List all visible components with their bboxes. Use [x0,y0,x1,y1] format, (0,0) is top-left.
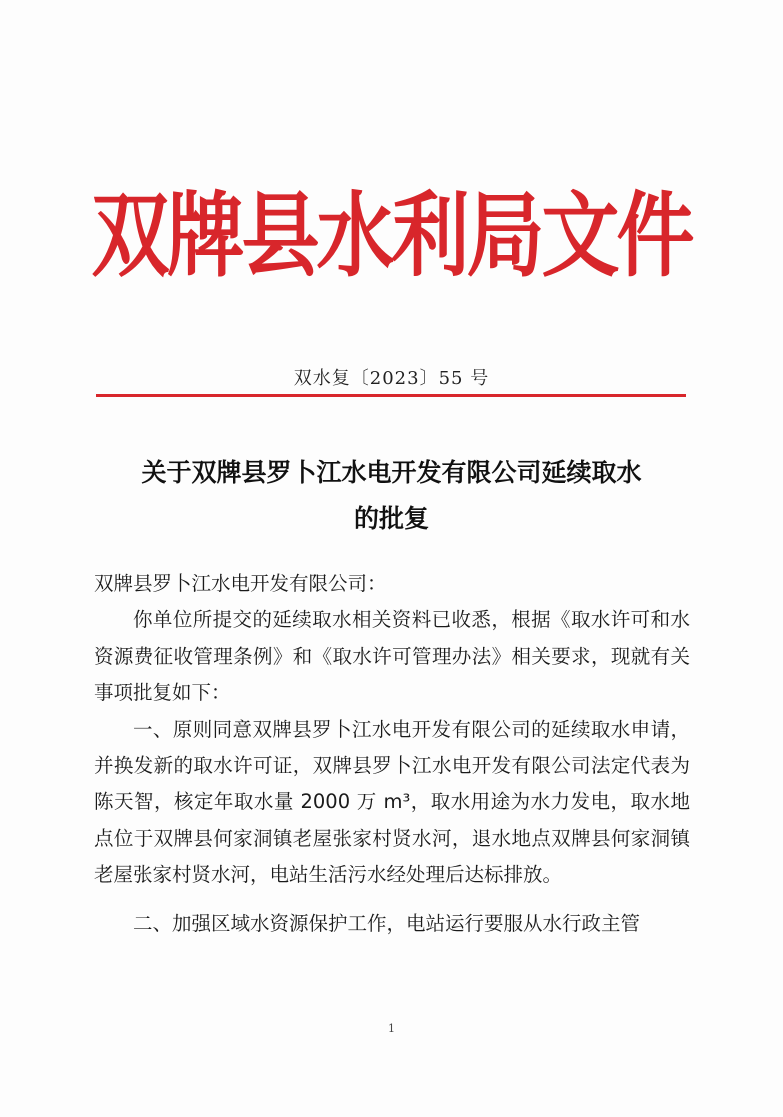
masthead-title: 双牌县水利局文件 [91,182,692,291]
document-body [94,566,690,942]
document-title [80,450,703,542]
red-divider-line [96,394,686,397]
page-number: 1 [388,1022,395,1035]
body-paragraph-intro: 你单位所提交的延续取水相关资料已收悉，根据《取水许可和水资源费征收管理条例》和《取水许可管理办法》相关要求，现就有关事项批复如下： [94,608,690,705]
document-title-line-2: 的批复 [353,504,429,533]
body-paragraph-item-2: 二、加强区域水资源保护工作，电站运行要服从水行政主管 [133,911,641,935]
document-number: 双水复〔2023〕55 号 [293,368,490,389]
body-paragraph-item-1: 一、原则同意双牌县罗卜江水电开发有限公司的延续取水申请，并换发新的取水许可证，双牌县罗卜江水电开发有限公司法定代表为陈天智，核定年取水量 2000 万 m³，取水用途为水力发电，取水地点位于双牌县何家洞镇老屋张家村贤水河，退水地点双牌县何家洞镇老屋张家村贤水河，电站生活污水经处理后达标排放。 [94,717,690,887]
addressee: 双牌县罗卜江水电开发有限公司： [94,572,387,595]
document-title-line-1: 关于双牌县罗卜江水电开发有限公司延续取水 [141,458,642,487]
